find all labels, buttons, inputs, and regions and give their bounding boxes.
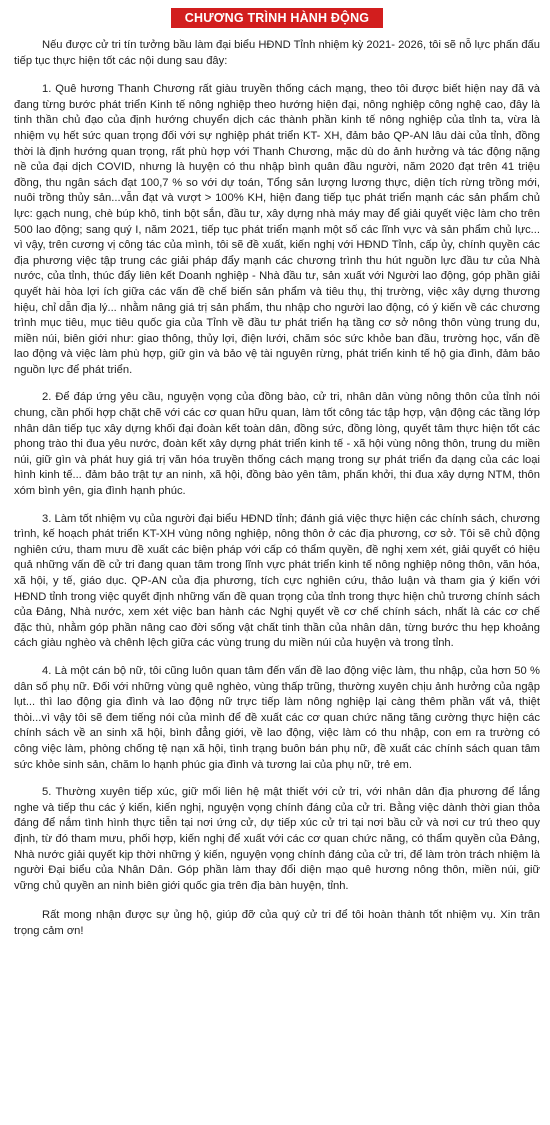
action-item-5: 5. Thường xuyên tiếp xúc, giữ mối liên hệ mật thiết với cử tri, với nhân dân địa phương để lắng nghe và tiếp thu các ý kiến, kiến nghị, nguyện vọng chính đáng của cử tri. Bằng việc dành thời gian thỏa đáng để nắm tình hình thực tiễn tại nơi ứng cử, dự tiếp xúc cử tri tại nơi bầu cử và nơi cư trú theo quy định, từ đó tham mưu, phối hợp, kiến nghị để xuất với các cơ quan chức năng, có thẩm quyền của Đảng, Nhà nước giải quyết kịp thời những ý kiến, nguyện vọng chính đáng của cử tri, để làm tròn trách nhiệm là người Đại biểu của Nhân Dân. Góp phần làm thay đổi diện mạo quê hương nông thôn, miền núi, giữ vững chủ quyền an ninh biên giới quốc gia trên địa bàn huyện, tỉnh. (14, 786, 540, 892)
intro-paragraph: Nếu được cử tri tín tưởng bầu làm đại biểu HĐND Tỉnh nhiệm kỳ 2021- 2026, tôi sẽ nỗ lực phấn đấu tiếp tục thực hiện tốt các nội dung sau đây: (14, 39, 540, 67)
action-item-3: 3. Làm tốt nhiệm vụ của người đại biểu HĐND tỉnh; đánh giá việc thực hiện các chính sách, chương trình, kế hoạch phát triển KT-XH vùng nông nghiệp, nông thôn ở các địa phương, cơ sở. Tôi sẽ chủ động nghiên cứu, tham mưu đề xuất các biện pháp với cấp có thẩm quyền, đề nghị xem xét, giải quyết có hiệu quả những vấn đề cử tri đang quan tâm trong lĩnh vực phát triển kinh tế nông nghiệp nông thôn, văn hóa, xã hội, y tế, giáo dục. QP-AN của địa phương, tích cực nghiên cứu, thảo luận và tham gia ý kiến với HĐND tỉnh trong việc quyết định những vấn đề quan trọng của tỉnh trong thực hiện chủ trương chính sách của Đảng, Nhà nước, xem xét việc ban hành các Nghị quyết về cơ chế chính sách, nhất là các cơ chế đặc thù, nhằm góp phần nâng cao đời sống vật chất tinh thần của nhân dân, từng bước thu hẹp khoảng cách giàu nghèo và chênh lệch giữa các vùng trung du miền núi của huyện và trong tỉnh. (14, 512, 540, 650)
action-item-1: 1. Quê hương Thanh Chương rất giàu truyền thống cách mạng, theo tôi được biết hiện nay đã và đang từng bước phát triển Kinh tế nông nghiệp theo hướng hiện đại, nông nghiệp công nghệ cao, đây là tinh thần chủ đạo của định hướng chuyển dịch các thành phần kinh tế nông nghiệp của tỉnh ta, vừa là nhiệm vụ hết sức quan trọng đối với sự nghiệp phát triển KT- XH, đảm bảo QP-AN lâu dài của tỉnh, đồng thời là định hướng quan trọng, rất phù hợp với Thanh Chương, mặc dù do ảnh hưởng và tác động nặng nề của đại dịch COVID, nhưng là huyện có thu nhập bình quân đầu người, năm 2020 đạt trên 41 triệu đồng, thu ngân sách đạt 100,7 % so với dự toán, Tổng sản lượng lương thực, diện tích rừng trồng mới, nuôi trồng thủy sản...vẫn đạt và vượt > 100% KH, hiện đang tiếp tục phát triển mạnh các sản phẩm chủ lực: gạch nung, chè búp khô, tinh bột sắn, đầu tư, xây dựng nhà máy may để giải quyết việc làm cho trên 500 lao động; sang quý I, năm 2021, tiếp tục phát triển mạnh một số các lĩnh vực và sản phẩm chủ lực... vì vậy, trên cương vị công tác của mình, tôi sẽ đề xuất, kiến nghị với HĐND Tỉnh, cấp ủy, chính quyền các địa phương việc tập trung các giải pháp đẩy mạnh các chương trình thu hút nguồn lực đầu tư của Nhà nước, của tỉnh, thúc đẩy liên kết Doanh nghiệp - Nhà đầu tư, sản xuất với Người lao động, góp phần giải quyết hài hòa lợi ích giữa các vấn đề chế biến sản phẩm và tiêu thụ, thị trường, việc xây dựng thương hiệu, chỉ dẫn địa lý... nhằm nâng giá trị sản phẩm, thu nhập cho người lao động, có ý kiến về các chương trình mục tiêu, mục tiêu quốc gia của Tỉnh về đầu tư phát triển hạ tầng cơ sở nông thôn vùng trung du, miền núi, biên giới như: giao thông, thủy lợi, điện lưới, chăm sóc sức khỏe ban đầu, trường học, vấn đề lao động và việc làm phù hợp, giữ gìn và bảo vệ tài nguyên rừng, phát triển kinh tế hộ gia đình, đảm bảo nguồn lực để phát triển. (14, 83, 540, 376)
closing-paragraph: Rất mong nhận được sự ủng hộ, giúp đỡ của quý cử tri để tôi hoàn thành tốt nhiệm vụ. Xin trân trọng cảm ơn! (14, 909, 540, 937)
banner-wrap (14, 8, 540, 28)
action-item-2: 2. Để đáp ứng yêu cầu, nguyện vọng của đồng bào, cử tri, nhân dân vùng nông thôn của tỉnh nói chung, cần phối hợp chặt chẽ với các cơ quan hữu quan, làm tốt công tác tập hợp, vận động các tầng lớp nhân dân tiếp tục xây dựng khối đại đoàn kết toàn dân, đồng sức, đồng lòng, quyết tâm thực hiện tốt các phong trào thi đua yêu nước, đoàn kết xây dựng phát triển kinh tế - xã hội vùng nông thôn, trung du miền núi, giữ gìn và phát huy giá trị văn hóa truyền thống cách mạng trong sự phát triển đa dạng của các loại hình kinh tế... đảm bảo trật tự an ninh, xã hội, đồng bào yên tâm, phấn khởi, thi đua xây dựng NTM, thôn xóm bình yên, gia đình hạnh phúc. (14, 391, 540, 498)
action-item-4: 4. Là một cán bộ nữ, tôi cũng luôn quan tâm đến vấn đề lao động việc làm, thu nhập, của hơn 50 % dân số phụ nữ. Đối với những vùng quê nghèo, vùng thấp trũng, thường xuyên chịu ảnh hưởng của ngập lụt... thì lao động gia đình và lao động nữ trực tiếp làm nông nghiệp lại càng thêm phần vất vả, thiệt thòi...vì vậy tôi sẽ đem tiếng nói của mình để đề xuất các cơ quan chức năng tăng cường thực hiện các chính sách về an sinh xã hội, bình đẳng giới, về lao động, việc làm có thu nhập, con em ra trường có công việc làm, phòng chống tệ nạn xã hội, tình trạng buôn bán phụ nữ, đề xuất các chính sách quan tâm sức khỏe sinh sản, chăm lo hạnh phúc gia đình và tương lai của phụ nữ, trẻ em. (14, 664, 540, 771)
section-banner: CHƯƠNG TRÌNH HÀNH ĐỘNG (171, 8, 383, 28)
